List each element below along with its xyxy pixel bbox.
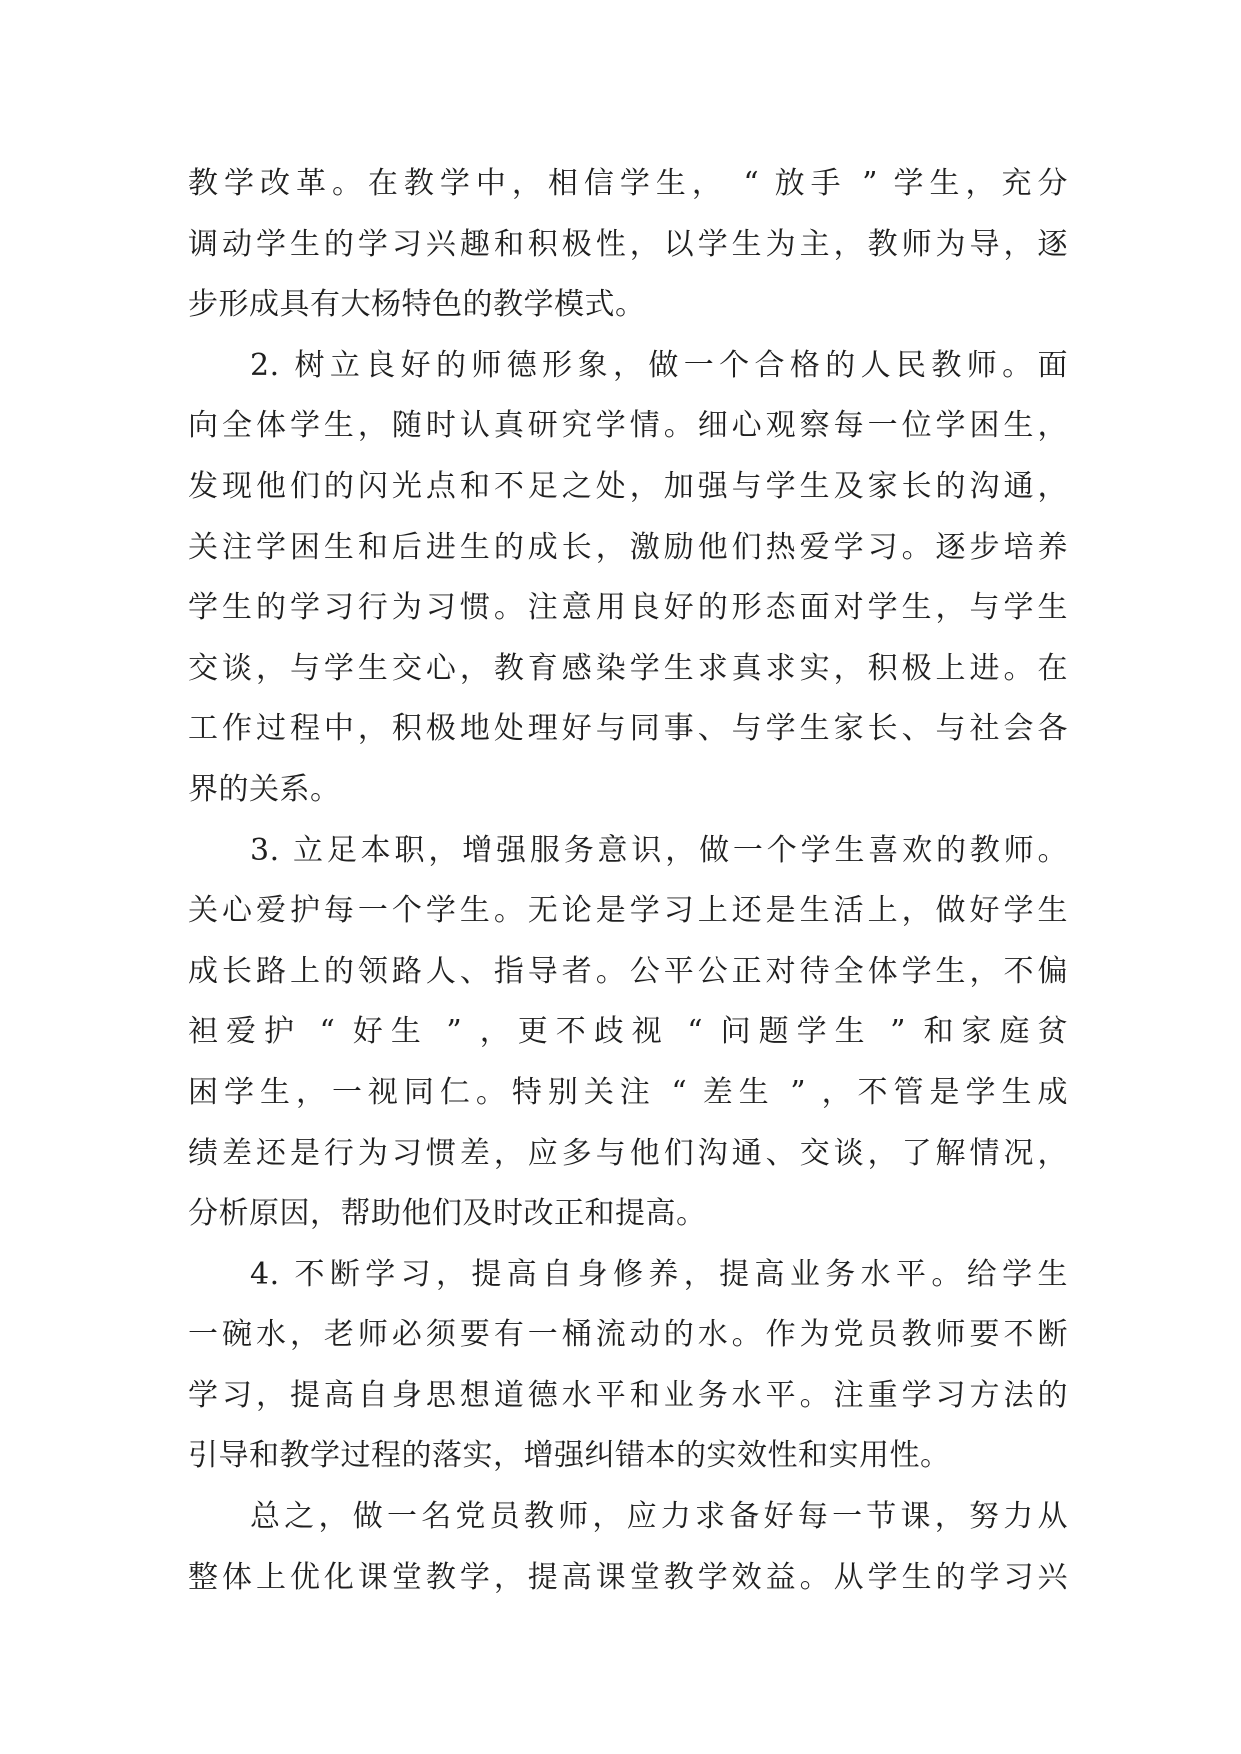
text-line: 关注学困生和后进生的成长，激励他们热爱学习。逐步培养	[188, 529, 1068, 565]
text-line: 交谈，与学生交心，教育感染学生求真求实，积极上进。在	[188, 650, 1068, 686]
paragraph-start-line: 总之，做一名党员教师，应力求备好每一节课，努力从	[250, 1499, 1068, 1535]
paragraph-start-line: 2. 树立良好的师德形象，做一个合格的人民教师。面	[250, 347, 1068, 383]
text-line: 向全体学生，随时认真研究学情。细心观察每一位学困生，	[188, 408, 1068, 444]
text-line: 步形成具有大杨特色的教学模式。	[188, 287, 646, 323]
text-line: 引导和教学过程的落实，增强纠错本的实效性和实用性。	[188, 1438, 951, 1474]
text-line: 界的关系。	[188, 771, 341, 807]
text-line: 调动学生的学习兴趣和积极性，以学生为主，教师为导，逐	[188, 226, 1068, 262]
paragraph-start-line: 4. 不断学习，提高自身修养，提高业务水平。给学生	[250, 1256, 1068, 1292]
text-line: 成长路上的领路人、指导者。公平公正对待全体学生，不偏	[188, 953, 1068, 989]
text-line: 一碗水，老师必须要有一桶流动的水。作为党员教师要不断	[188, 1317, 1068, 1353]
text-line: 工作过程中，积极地处理好与同事、与学生家长、与社会各	[188, 711, 1068, 747]
body-text	[188, 154, 1068, 1608]
text-line: 分析原因，帮助他们及时改正和提高。	[188, 1196, 707, 1232]
text-line: 关心爱护每一个学生。无论是学习上还是生活上，做好学生	[188, 893, 1068, 929]
text-line: 绩差还是行为习惯差，应多与他们沟通、交谈，了解情况，	[188, 1135, 1068, 1171]
text-line: 困学生，一视同仁。特别关注 “ 差生 ” ，不管是学生成	[188, 1074, 1068, 1110]
text-line: 袒爱护 “ 好生 ” ，更不歧视 “ 问题学生 ” 和家庭贫	[188, 1014, 1068, 1050]
text-line: 教学改革。在教学中，相信学生， “ 放手 ” 学生，充分	[188, 166, 1068, 201]
paragraph-start-line: 3. 立足本职，增强服务意识，做一个学生喜欢的教师。	[250, 832, 1068, 868]
text-line: 整体上优化课堂教学，提高课堂教学效益。从学生的学习兴	[188, 1559, 1068, 1595]
text-line: 学习，提高自身思想道德水平和业务水平。注重学习方法的	[188, 1377, 1068, 1413]
text-line: 学生的学习行为习惯。注意用良好的形态面对学生，与学生	[188, 590, 1068, 626]
text-line: 发现他们的闪光点和不足之处，加强与学生及家长的沟通，	[188, 468, 1068, 504]
